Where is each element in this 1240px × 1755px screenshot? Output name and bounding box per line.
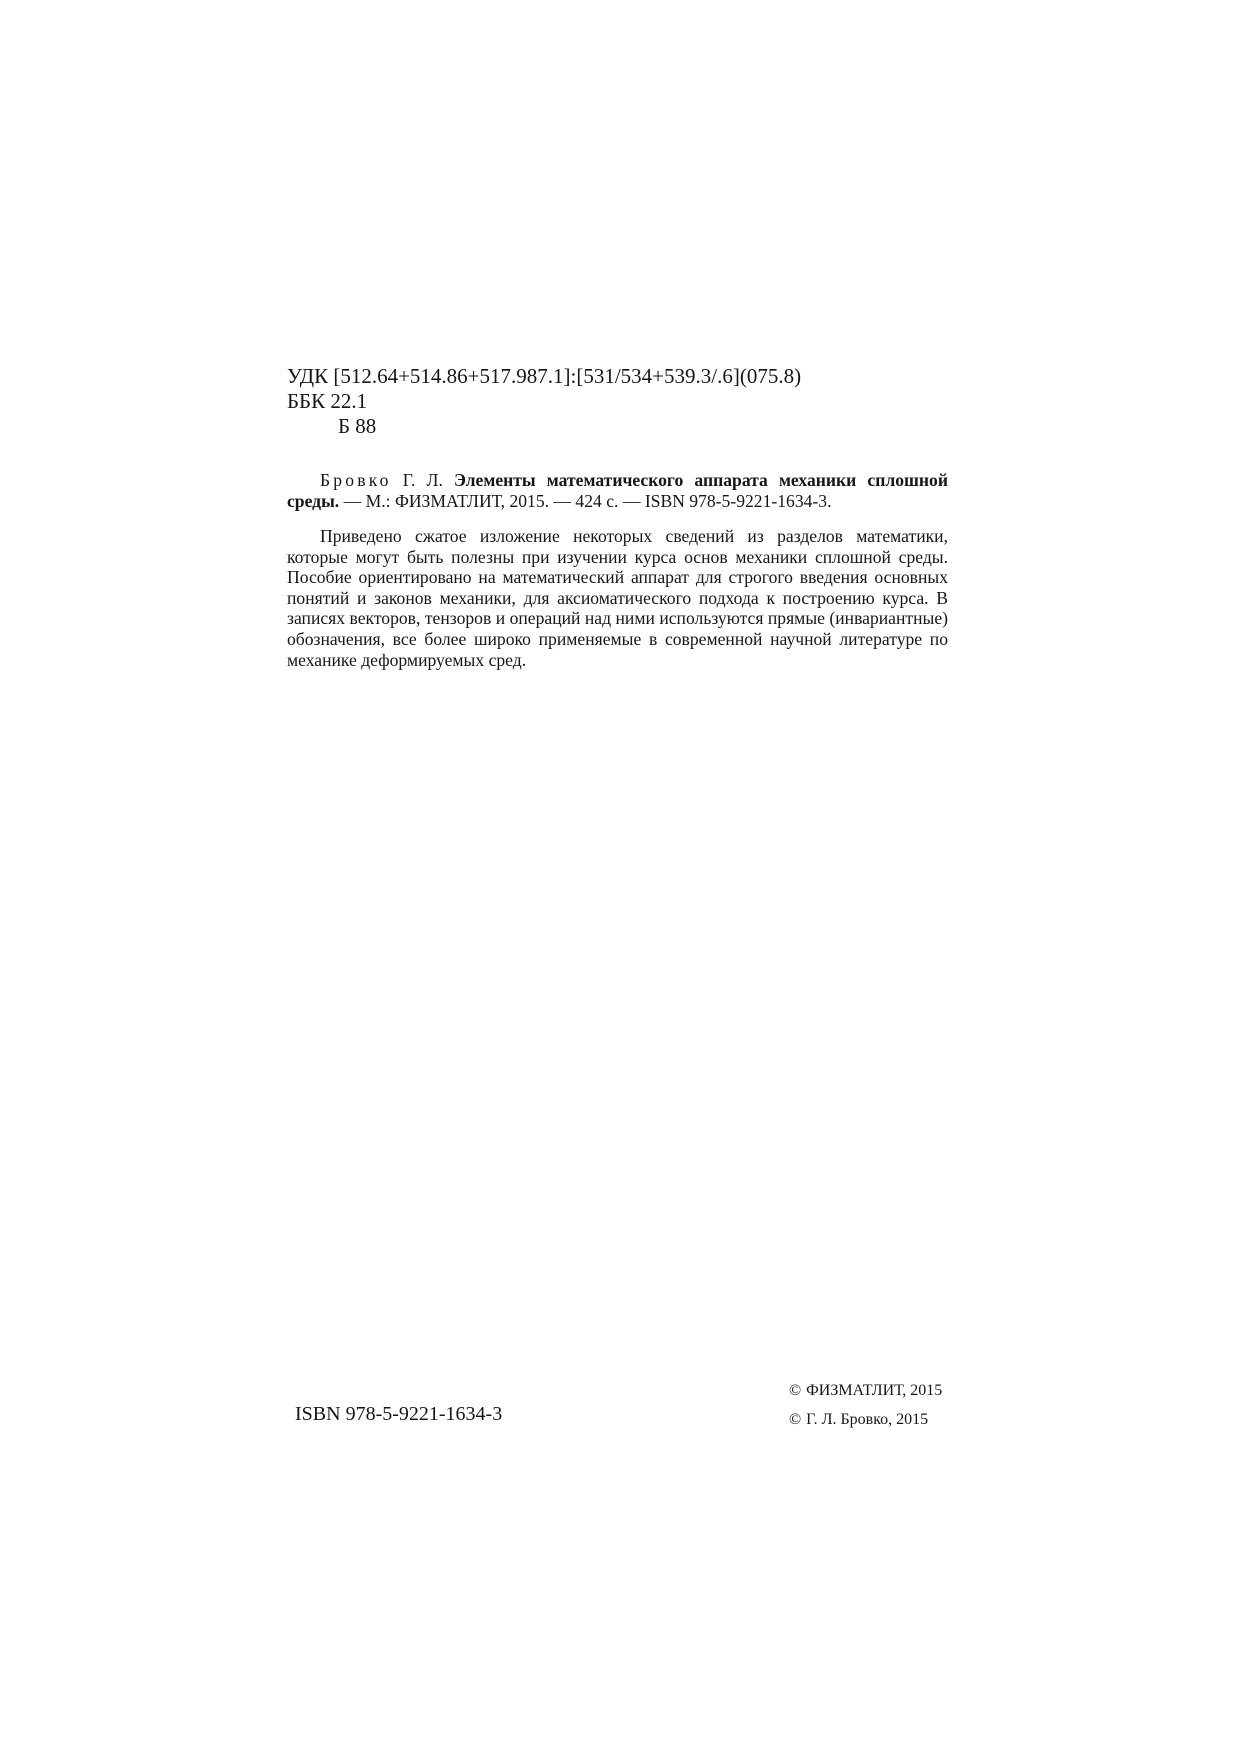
bibliographic-citation	[287, 470, 948, 511]
copyright-icon: ©	[789, 1382, 802, 1399]
copyright-publisher	[789, 1376, 942, 1405]
bbk-code: ББК 22.1	[287, 389, 368, 413]
classification-block	[287, 364, 987, 439]
copyright-icon: ©	[789, 1411, 802, 1428]
abstract-paragraph	[287, 526, 948, 670]
citation-author: Бровко	[320, 470, 392, 490]
copyright-block	[789, 1376, 942, 1434]
author-mark: Б 88	[338, 414, 377, 438]
citation-title: Элементы математического аппарата механики сплошной среды.	[287, 470, 948, 511]
isbn: ISBN 978-5-9221-1634-3	[295, 1403, 503, 1425]
copyright-publisher-text: ФИЗМАТЛИТ, 2015	[806, 1382, 943, 1399]
citation-initials: Г. Л.	[391, 470, 454, 490]
udc-code: УДК [512.64+514.86+517.987.1]:[531/534+539.3/.6](075.8)	[287, 364, 802, 388]
citation-publication: — М.: ФИЗМАТЛИТ, 2015. — 424 с. — ISBN 978-5-9221-1634-3.	[339, 490, 832, 511]
abstract-text: Приведено сжатое изложение некоторых сведений из разделов математики, которые могут быть полезны при изучении курса основ механики сплошной среды. Пособие ориентировано на математический аппарат для строгого введения основных понятий и законов механики, для аксиоматического подхода к построению курса. В записях векторов, тензоров и операций над ними используются прямые (инвариантные) обозначения, все более широко применяемые в современной научной литературе по механике деформируемых сред.	[287, 526, 948, 670]
copyright-author	[789, 1405, 942, 1434]
copyright-author-text: Г. Л. Бровко, 2015	[806, 1411, 929, 1428]
